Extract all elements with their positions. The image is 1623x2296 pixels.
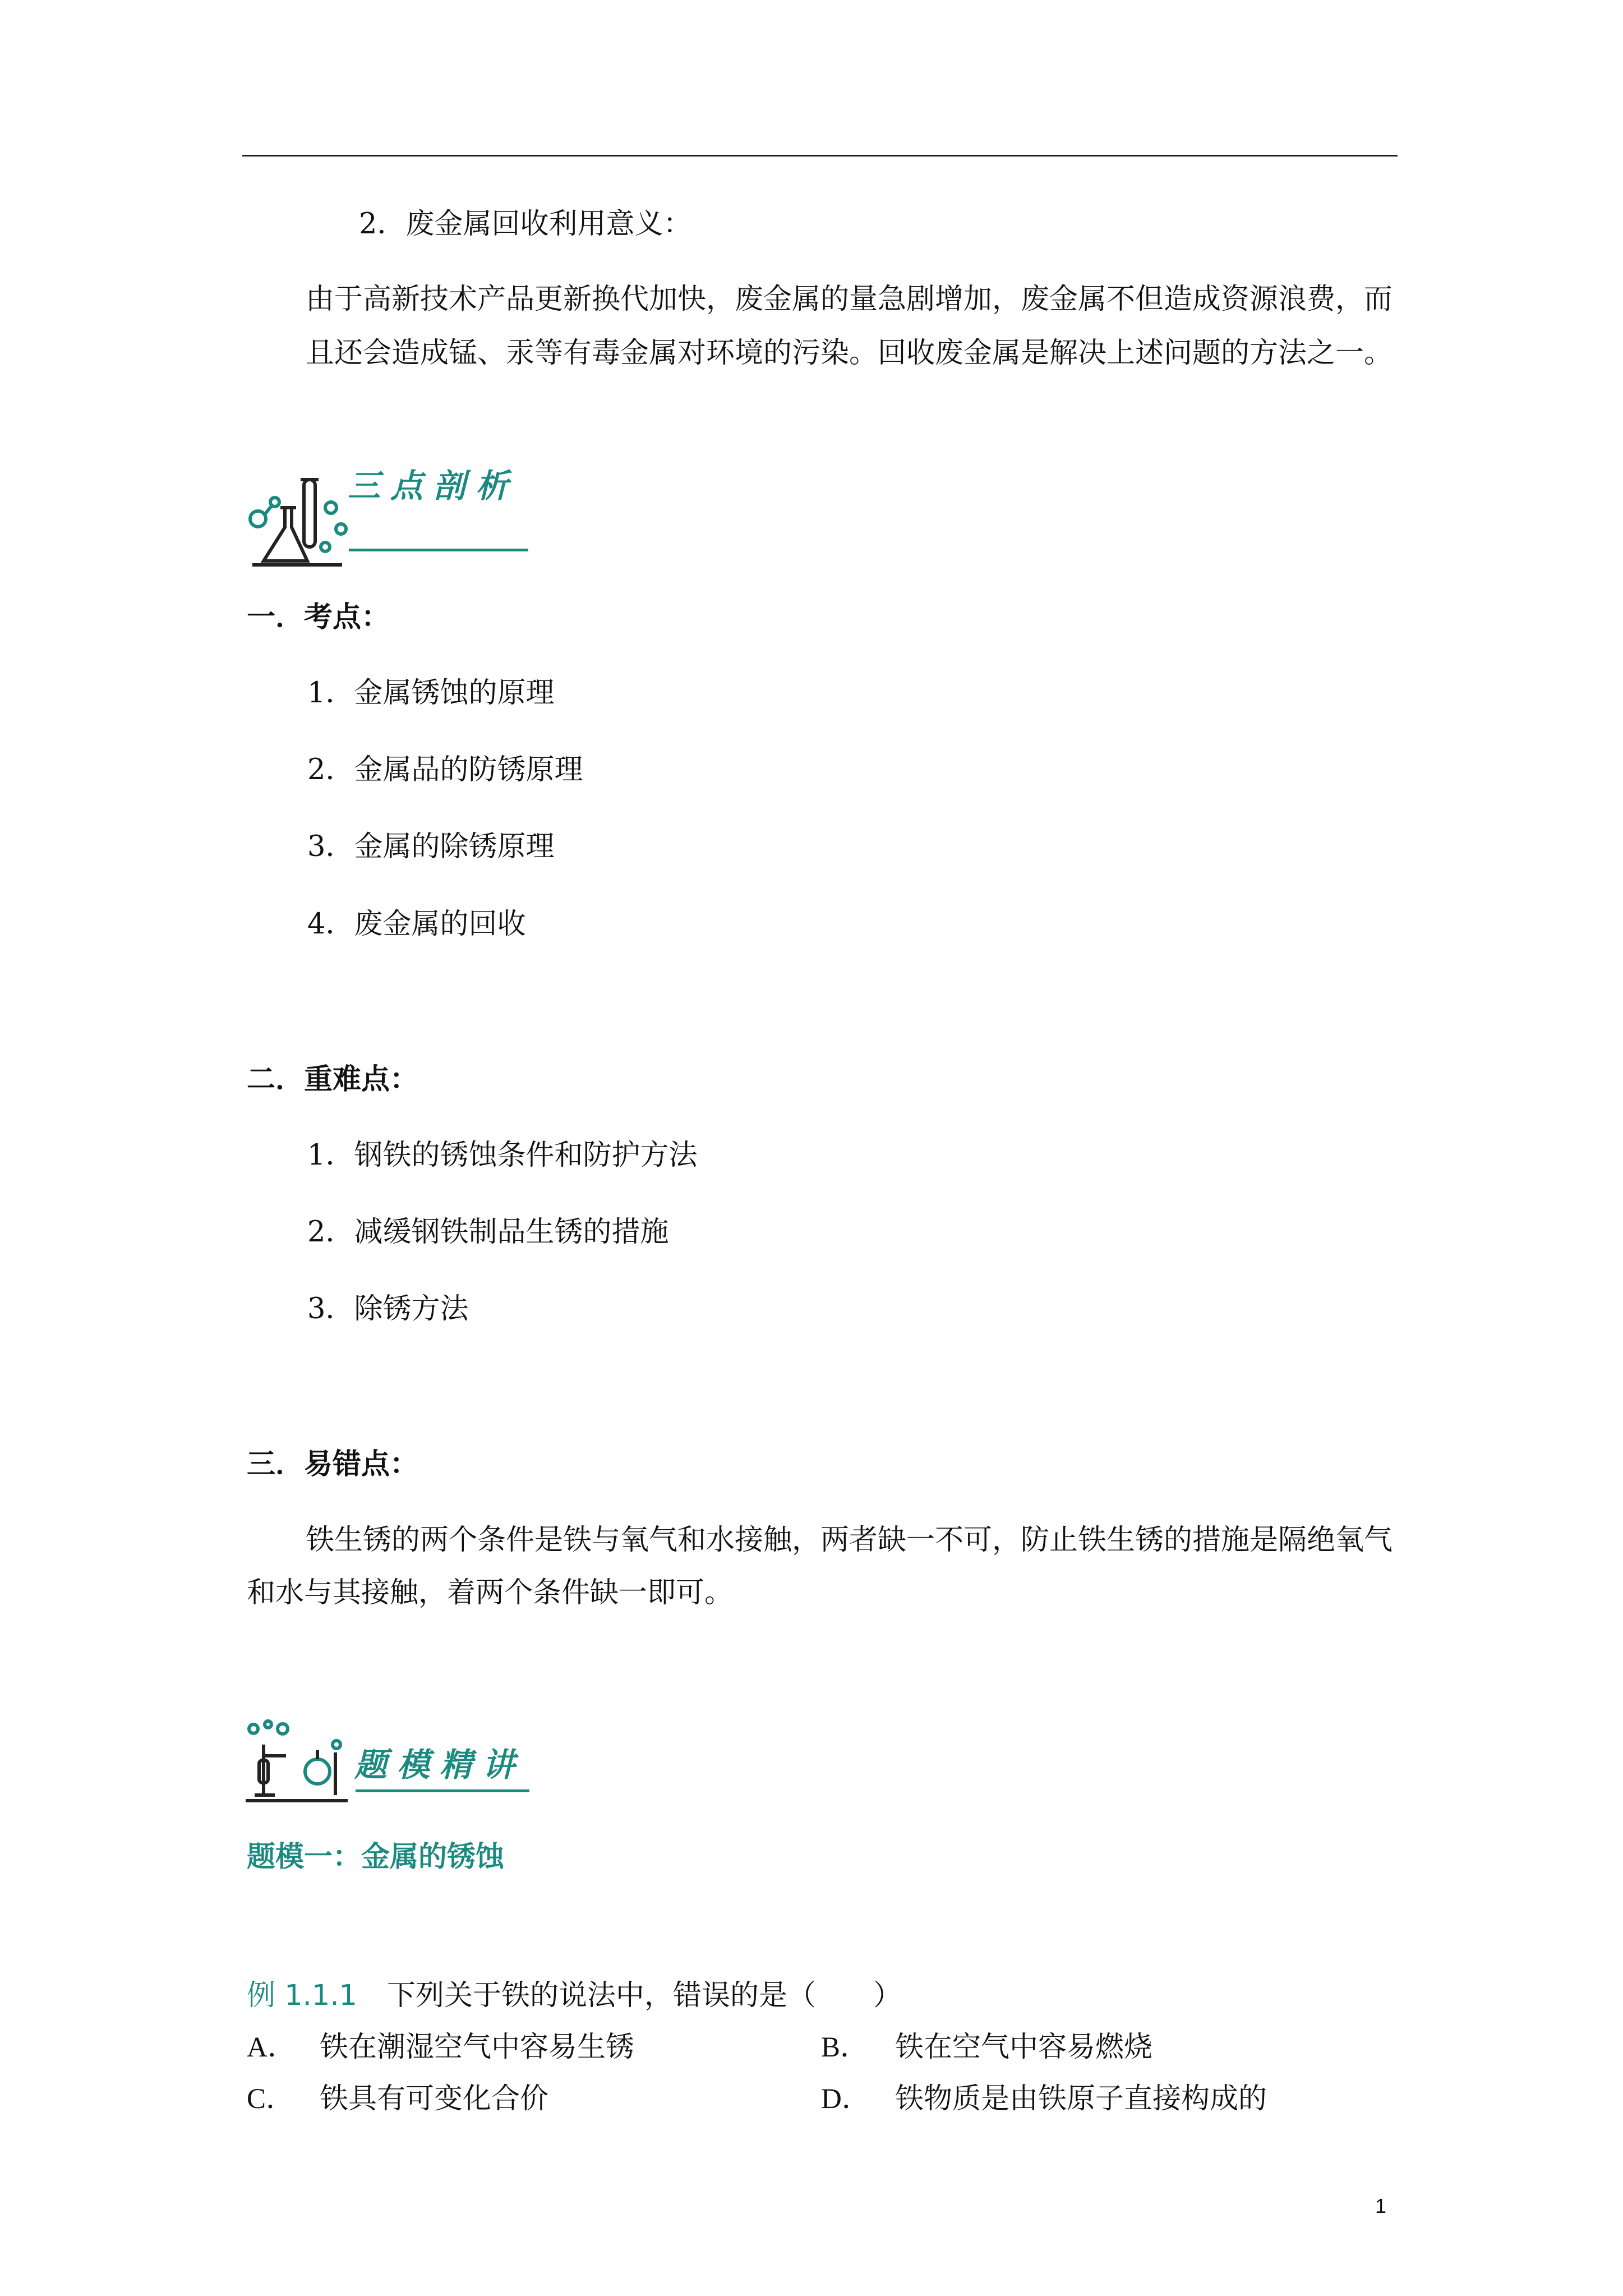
option-text: 铁在潮湿空气中容易生锈 [320, 2031, 635, 2064]
example-label: 例 1.1.1 [247, 1979, 357, 2012]
section-title-underline [349, 549, 528, 551]
option-letter: A． [247, 2032, 296, 2063]
page-number: 1 [1375, 2194, 1387, 2217]
list-item: 3．除锈方法 [307, 1292, 469, 1326]
yicuo-heading: 三．易错点： [247, 1447, 419, 1481]
option-letter: C． [247, 2083, 295, 2115]
list-item: 2．金属品的防锈原理 [307, 753, 583, 786]
example-question: 下列关于铁的说法中，错误的是（ ） [387, 1979, 902, 2012]
intro-para-line1: 由于高新技术产品更新换代加快，废金属的量急剧增加，废金属不但造成资源浪费，而 [306, 283, 1393, 316]
header-rule [242, 155, 1398, 157]
option-letter: D． [821, 2083, 870, 2115]
timo-heading: 题模一：金属的锈蚀 [247, 1840, 505, 1874]
yicuo-line1: 铁生锈的两个条件是铁与氧气和水接触，两者缺一不可，防止铁生锈的措施是隔绝氧气 [306, 1524, 1393, 1557]
zhongnan-heading: 二．重难点： [247, 1062, 419, 1096]
kaodian-heading: 一．考点： [247, 600, 390, 634]
option-text: 铁具有可变化合价 [320, 2082, 549, 2115]
section-title-timojingjiang: 题模精讲 [354, 1746, 525, 1784]
option-letter: B． [821, 2032, 869, 2063]
lab-flask-icon [241, 468, 353, 569]
list-item: 1．钢铁的锈蚀条件和防护方法 [307, 1139, 698, 1172]
list-item: 3．金属的除锈原理 [307, 830, 555, 863]
lab-apparatus-icon [241, 1717, 353, 1806]
section-title-sandianpouxi: 三点剖析 [348, 467, 519, 505]
intro-para-line2: 且还会造成锰、汞等有毒金属对环境的污染。回收废金属是解决上述问题的方法之一。 [306, 337, 1393, 370]
option-text: 铁物质是由铁原子直接构成的 [895, 2082, 1267, 2115]
yicuo-line2: 和水与其接触，着两个条件缺一即可。 [247, 1576, 734, 1609]
list-item: 4．废金属的回收 [307, 908, 526, 941]
list-item: 1．金属锈蚀的原理 [307, 677, 555, 710]
intro-heading: 2．废金属回收利用意义： [359, 208, 692, 241]
option-text: 铁在空气中容易燃烧 [895, 2031, 1153, 2064]
section-title-underline [356, 1789, 529, 1792]
list-item: 2．减缓钢铁制品生锈的措施 [307, 1216, 669, 1249]
